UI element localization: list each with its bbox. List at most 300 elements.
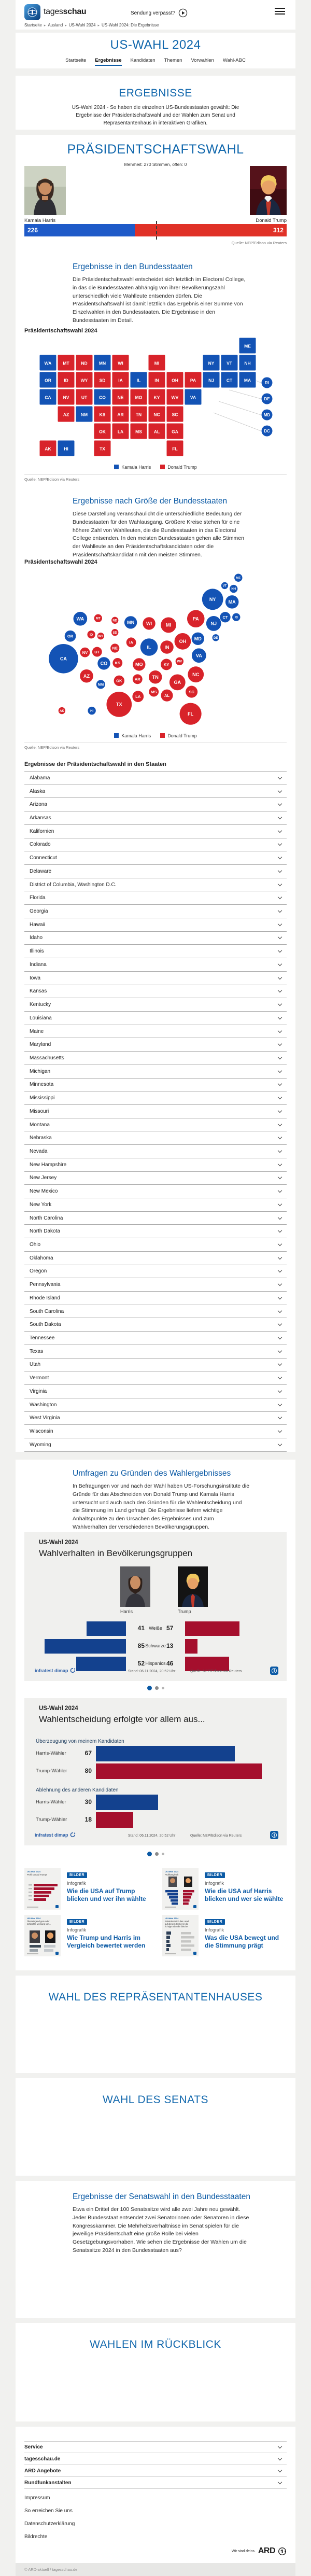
state-name: New Jersey [30, 1175, 57, 1181]
svg-text:FL: FL [172, 446, 178, 452]
teaser-title-link[interactable]: Wie die USA auf Harris blicken und wer sie wählte [205, 1887, 284, 1902]
state-accordion-oklahoma[interactable] [24, 1252, 287, 1265]
svg-text:TN: TN [135, 412, 142, 417]
teaser-card[interactable] [24, 1868, 149, 1910]
size-results-text: Diese Darstellung veranschaulicht die unterschiedliche Bedeutung der Bundesstaaten für den Wahlausgang. Größere Kreise stehen für eine höhere Zahl von Wahlleuten, die die Bundesstaaten in das Electoral College entsenden. In den meisten Bundesstaaten gehen alle Stimmen der Wahlleute an den Präsidentschaftskandidaten oder die Präsidentschaftskandidatin mit den meisten Stimmen. [73, 511, 244, 558]
state-name: Hawaii [30, 921, 46, 928]
state-name: New Hampshire [30, 1161, 67, 1168]
state-accordion-indiana[interactable] [24, 958, 287, 972]
state-accordion-north-carolina[interactable] [24, 1212, 287, 1225]
copyright-bar: © ARD-aktuell / tagesschau.de [16, 2563, 295, 2576]
state-accordion-ohio[interactable] [24, 1238, 287, 1252]
svg-text:AZ: AZ [83, 673, 90, 679]
state-accordion-wisconsin[interactable] [24, 1425, 287, 1438]
state-name: Connecticut [30, 855, 57, 861]
state-accordion-massachusetts[interactable] [24, 1052, 287, 1065]
state-accordion-colorado[interactable] [24, 838, 287, 852]
infographic-source: Quelle: NEP/Edison via Reuters [190, 1834, 242, 1838]
chevron-down-icon [278, 975, 282, 979]
tagesschau-logo-icon[interactable] [24, 4, 40, 20]
svg-text:ID: ID [90, 633, 93, 637]
carousel-dots [16, 1852, 295, 1856]
svg-text:Entwickelt sich das Land: Entwickelt sich das Land [165, 1920, 189, 1923]
svg-text:VT: VT [222, 584, 227, 588]
bubble-map-title: Präsidentschaftswahl 2024 [24, 559, 97, 565]
state-name: South Dakota [30, 1322, 61, 1328]
state-accordion-texas[interactable] [24, 1345, 287, 1359]
svg-text:NV: NV [63, 395, 69, 400]
svg-text:schlechte Meinung von...: schlechte Meinung von... [27, 1923, 51, 1925]
bilder-badge: BILDER [205, 1919, 225, 1925]
chevron-down-icon [278, 1295, 282, 1299]
state-name: Virginia [30, 1388, 47, 1394]
svg-text:MS: MS [151, 689, 157, 694]
svg-text:Überwiegend gute oder: Überwiegend gute oder [27, 1920, 50, 1923]
svg-text:OR: OR [45, 377, 51, 383]
majority-note: Mehrheit: 270 Stimmen, offen: 0 [124, 162, 187, 167]
svg-text:MI: MI [166, 622, 172, 628]
legend-trump: Donald Trump [160, 465, 197, 470]
chevron-down-icon [278, 828, 282, 832]
surveys-text: In Befragungen vor und nach der Wahl haben US-Forschungsinstitute die Gründe für das Abschneiden von Donald Trump und Kamala Harris untersucht und auch nach den Gründen für die Wahlentscheidung und die Stimmung im Land gefragt. Die Ergebnisse liefern wichtige Anhaltspunkte zu den Ursachen des Ergebnisses und zum Wahlverhalten der verschiedenen Bevölkerungsgruppen. [73, 1483, 250, 1530]
photo-trump-small [178, 1566, 208, 1607]
state-accordion-maryland[interactable] [24, 1038, 287, 1052]
state-accordion-kentucky[interactable] [24, 998, 287, 1012]
source-note: Quelle: NEP/Edison via Reuters [24, 745, 80, 750]
svg-text:WA: WA [76, 616, 84, 622]
state-name: Maine [30, 1028, 44, 1034]
trump-votes-bar: 312 [135, 224, 287, 236]
state-accordion-vermont[interactable] [24, 1371, 287, 1385]
state-accordion-nebraska[interactable] [24, 1131, 287, 1145]
footer-accordion [24, 2441, 287, 2489]
bilder-badge: BILDER [67, 1872, 87, 1878]
state-accordion-utah[interactable] [24, 1359, 287, 1372]
ard-logo[interactable]: Wir sind deins. ARD [232, 2546, 287, 2556]
teaser-title-link[interactable]: Wie die USA auf Trump blicken und wer ihn wählte [67, 1887, 146, 1902]
chevron-down-icon [278, 1042, 282, 1046]
svg-text:ND: ND [112, 619, 118, 623]
surveys-heading: Umfragen zu Gründen des Wahlergebnisses [73, 1469, 231, 1478]
svg-text:UT: UT [81, 395, 88, 400]
state-name: Utah [30, 1362, 41, 1368]
map-title: Präsidentschaftswahl 2024 [24, 328, 97, 334]
state-accordion-georgia[interactable] [24, 905, 287, 918]
state-accordion-delaware[interactable] [24, 865, 287, 878]
reason-row-Harris-Wähler [24, 1795, 287, 1810]
chevron-down-icon [278, 1415, 282, 1419]
chevron-down-icon [278, 1082, 282, 1086]
breadcrumb [24, 23, 159, 27]
value: 67 [84, 1749, 92, 1757]
chevron-down-icon [278, 2456, 282, 2460]
breadcrumb-separator-icon: ▸ [65, 24, 67, 27]
teaser-thumbnail [24, 1915, 61, 1956]
size-results-heading: Ergebnisse nach Größe der Bundesstaaten [73, 497, 228, 506]
value-bar [96, 1812, 133, 1828]
elections-review-section [16, 2323, 295, 2421]
state-accordion-iowa[interactable] [24, 972, 287, 985]
harris-column-label: Harris [120, 1609, 133, 1614]
teaser-title-link[interactable]: Wie Trump und Harris im Vergleich bewertet werden [67, 1934, 146, 1949]
footer-link-datenschutzerkl-rung[interactable]: Datenschutzerklärung [24, 2521, 75, 2527]
bilder-badge: BILDER [67, 1919, 87, 1925]
chevron-down-icon [278, 1215, 282, 1219]
svg-text:MI: MI [154, 360, 160, 366]
carousel-dot-1[interactable] [147, 1686, 152, 1690]
trump-bar [185, 1621, 239, 1636]
svg-text:DC: DC [264, 429, 270, 433]
carousel-dot-3[interactable] [162, 1853, 164, 1855]
state-accordion-florida[interactable] [24, 891, 287, 905]
harris-name: Kamala Harris [24, 218, 56, 223]
tab-vorwahlen[interactable]: Vorwahlen [191, 58, 214, 63]
svg-text:CT: CT [226, 377, 233, 383]
svg-text:GA: GA [172, 429, 178, 435]
svg-text:NH: NH [231, 587, 236, 591]
svg-text:Profil Donald Trumps: Profil Donald Trumps [27, 1873, 48, 1876]
teaser-grid [24, 1868, 287, 1956]
teaser-kicker: Infografik [205, 1881, 224, 1886]
svg-text:MS: MS [135, 429, 142, 435]
svg-text:HI: HI [90, 709, 94, 713]
svg-text:auf diesem Gebiet in die: auf diesem Gebiet in die [165, 1923, 189, 1925]
infographic-title: Wahlverhalten in Bevölkerungsgruppen [39, 1548, 193, 1558]
svg-text:ND: ND [81, 360, 88, 366]
footer-accordion-service[interactable] [24, 2441, 287, 2453]
svg-text:NH: NH [244, 360, 251, 366]
svg-text:KS: KS [115, 661, 121, 666]
presidential-election-section [16, 135, 295, 1452]
svg-text:UT: UT [94, 649, 100, 654]
footer-accordion-rundfunkanstalten[interactable] [24, 2477, 287, 2489]
breadcrumb-link[interactable]: Ausland [48, 23, 63, 27]
svg-text:NV: NV [82, 650, 88, 655]
teaser-title-link[interactable]: Was die USA bewegt und die Stimmung prägt [205, 1934, 279, 1949]
electoral-result-bar [24, 224, 287, 236]
state-name: Minnesota [30, 1082, 54, 1088]
source-note: Quelle: NEP/Edison via Reuters [24, 477, 80, 482]
tagesschau-mini-logo-icon [270, 1667, 278, 1675]
svg-text:TN: TN [152, 675, 159, 680]
svg-text:MO: MO [135, 662, 143, 667]
state-accordion-nevada[interactable] [24, 1145, 287, 1158]
state-accordion-tennessee[interactable] [24, 1332, 287, 1345]
state-accordion-virginia[interactable] [24, 1385, 287, 1398]
carousel-dot-1[interactable] [147, 1852, 152, 1856]
state-name: Nebraska [30, 1135, 52, 1141]
footer-link-impressum[interactable]: Impressum [24, 2495, 50, 2501]
carousel-dot-2[interactable] [155, 1852, 159, 1856]
play-icon[interactable] [178, 8, 188, 18]
tab-startseite[interactable]: Startseite [65, 58, 87, 63]
svg-text:OH: OH [172, 377, 178, 383]
states-results-text: Die Präsidentschaftswahl entscheidet sich letztlich im Electoral College, in das die Bundesstaaten abhängig von ihrer Bevölkerungszahl unterschiedlich viele Wahlleute entsenden dürfen. Die Präsidentschaftswahl ist damit letztlich das Ergebnis einer Summe von Einzelwahlen in den Bundesstaaten. Die Ergebnisse in den Bundesstaaten im Detail. [73, 276, 246, 324]
state-name: West Virginia [30, 1415, 60, 1421]
state-accordion-hawaii[interactable] [24, 918, 287, 932]
trump-name: Donald Trump [256, 218, 287, 223]
svg-text:IN: IN [164, 645, 169, 650]
state-accordion-arizona[interactable] [24, 798, 287, 811]
chevron-down-icon [278, 1335, 282, 1339]
chevron-down-icon [278, 935, 282, 939]
chevron-down-icon [278, 962, 282, 966]
state-accordion-new-hampshire[interactable] [24, 1158, 287, 1172]
teaser-kicker: Infografik [67, 1927, 87, 1933]
reason-row-Trump-Wähler [24, 1812, 287, 1828]
footer-accordion-label: ARD Angebote [24, 2468, 61, 2474]
svg-text:KY: KY [163, 662, 169, 667]
photo-harris-small [120, 1566, 150, 1607]
chevron-down-icon [278, 1242, 282, 1246]
chevron-down-icon [278, 988, 282, 992]
tab-kandidaten[interactable]: Kandidaten [130, 58, 156, 63]
svg-text:IL: IL [136, 377, 141, 383]
voter-group-label: Trump-Wähler [36, 1768, 67, 1774]
state-accordion-illinois[interactable] [24, 945, 287, 958]
brand-wordmark[interactable]: tagesschau [44, 7, 87, 16]
svg-text:SD: SD [99, 377, 106, 383]
state-name: Ohio [30, 1242, 41, 1248]
state-accordion-wyoming[interactable] [24, 1438, 287, 1452]
carousel-dot-3[interactable] [162, 1687, 164, 1689]
breadcrumb-link[interactable]: Startseite [24, 23, 42, 27]
tagesschau-mini-logo-icon [270, 1831, 278, 1839]
svg-text:NE: NE [117, 395, 124, 400]
state-accordion-mississippi[interactable] [24, 1091, 287, 1105]
svg-text:WI: WI [146, 621, 152, 626]
state-name: Nevada [30, 1148, 48, 1154]
harris-bar [87, 1621, 126, 1636]
footer-link-bildrechte[interactable]: Bildrechte [24, 2534, 48, 2540]
svg-text:PA: PA [192, 616, 199, 622]
state-accordion-maine[interactable] [24, 1025, 287, 1039]
svg-text:DE: DE [214, 636, 218, 640]
broadcast-missed-link[interactable]: Sendung verpasst? [131, 8, 188, 18]
svg-text:WV: WV [171, 395, 179, 400]
site-header [16, 0, 295, 30]
state-name: Vermont [30, 1375, 49, 1381]
footer-accordion-label: tagesschau.de [24, 2456, 61, 2462]
svg-text:ME: ME [236, 577, 241, 580]
footer-accordion-label: Rundfunkanstalten [24, 2480, 72, 2486]
state-accordion-south-dakota[interactable] [24, 1318, 287, 1332]
majority-threshold-line [156, 221, 157, 240]
carousel-dot-2[interactable] [155, 1686, 159, 1690]
house-heading: WAHL DES REPRÄSENTANTENHAUSES [48, 1991, 263, 2003]
state-name: Delaware [30, 868, 52, 874]
site-footer [16, 2427, 295, 2563]
bilder-badge: BILDER [205, 1872, 225, 1878]
state-name: Colorado [30, 842, 51, 848]
value-bar [96, 1746, 235, 1761]
svg-text:NM: NM [97, 682, 104, 687]
infographic-demographics [24, 1532, 287, 1681]
state-name: Alabama [30, 775, 50, 781]
state-accordion-missouri[interactable] [24, 1105, 287, 1118]
chevron-down-icon [278, 1122, 282, 1126]
teaser-kicker: Infografik [67, 1881, 87, 1886]
svg-text:NC: NC [192, 671, 200, 677]
state-name: Texas [30, 1348, 44, 1354]
menu-hamburger-icon[interactable] [275, 8, 285, 15]
svg-text:KS: KS [99, 412, 106, 417]
chevron-down-icon [278, 2480, 282, 2484]
svg-text:OK: OK [99, 429, 106, 435]
dossier-header [16, 33, 295, 68]
state-accordion-arkansas[interactable] [24, 811, 287, 825]
state-accordion-north-dakota[interactable] [24, 1225, 287, 1238]
state-accordion-rhode-island[interactable] [24, 1292, 287, 1305]
svg-text:MD: MD [194, 636, 202, 642]
chevron-down-icon [278, 1135, 282, 1139]
svg-text:MA: MA [228, 599, 236, 605]
category-label: Hispanics [145, 1661, 166, 1666]
svg-text:MD: MD [263, 413, 271, 417]
svg-text:RI: RI [234, 616, 238, 620]
tab-themen[interactable]: Themen [164, 58, 182, 63]
svg-text:VA: VA [190, 395, 196, 400]
state-accordion-west-virginia[interactable] [24, 1412, 287, 1425]
state-accordion-minnesota[interactable] [24, 1079, 287, 1092]
chevron-down-icon [278, 1442, 282, 1446]
svg-text:CO: CO [100, 661, 108, 666]
svg-text:NE: NE [112, 646, 118, 651]
svg-text:WY: WY [80, 377, 88, 383]
state-accordion-idaho[interactable] [24, 932, 287, 945]
state-accordion-connecticut[interactable] [24, 851, 287, 865]
state-accordion-michigan[interactable] [24, 1065, 287, 1079]
teaser-card[interactable] [162, 1915, 287, 1956]
state-accordion-new-mexico[interactable] [24, 1185, 287, 1198]
svg-text:AR: AR [134, 677, 140, 682]
teaser-card[interactable] [162, 1868, 287, 1910]
svg-text:LA: LA [135, 694, 141, 699]
footer-accordion-tagesschau-de[interactable] [24, 2453, 287, 2465]
chevron-down-icon [278, 881, 282, 886]
tab-wahl-abc[interactable]: Wahl-ABC [222, 58, 246, 63]
svg-text:TX: TX [116, 702, 122, 707]
chevron-down-icon [278, 1402, 282, 1406]
state-accordion-district-of-columbia-washington-d-c-[interactable] [24, 878, 287, 892]
state-accordion-pennsylvania[interactable] [24, 1278, 287, 1292]
value: 80 [84, 1767, 92, 1774]
footer-link-so-erreichen-sie-uns[interactable]: So erreichen Sie uns [24, 2508, 73, 2514]
teaser-thumbnail [24, 1868, 61, 1910]
state-accordion-kansas[interactable] [24, 985, 287, 999]
svg-text:TX: TX [100, 446, 105, 452]
svg-text:AK: AK [59, 709, 64, 713]
svg-text:NJ: NJ [210, 621, 217, 626]
chevron-down-icon [278, 1429, 282, 1433]
chevron-down-icon [278, 1389, 282, 1393]
chevron-down-icon [278, 1109, 282, 1113]
svg-text:NJ: NJ [208, 377, 214, 383]
footer-accordion-ard-angebote[interactable] [24, 2465, 287, 2477]
svg-text:CA: CA [45, 395, 51, 400]
teaser-kicker: Infografik [205, 1927, 224, 1933]
state-accordion-alabama[interactable] [24, 772, 287, 785]
chevron-down-icon [278, 1068, 282, 1072]
teaser-thumbnail [162, 1915, 199, 1956]
intro-text: US-Wahl 2024 - So haben die einzelnen US-Bundesstaaten gewählt: Die Ergebnisse der Präsidentschaftswahl und der Wahlen zum Senat und Repräsentantenhaus in interaktiven Grafiken. [72, 105, 239, 126]
state-accordion-south-carolina[interactable] [24, 1305, 287, 1319]
chevron-down-icon [278, 1015, 282, 1019]
state-accordion-new-jersey[interactable] [24, 1172, 287, 1185]
svg-text:HI: HI [64, 446, 68, 452]
state-accordion-washington[interactable] [24, 1398, 287, 1412]
svg-text:NY: NY [208, 360, 215, 366]
state-name: Georgia [30, 908, 48, 915]
svg-text:VT: VT [227, 360, 232, 366]
state-name: Michigan [30, 1068, 51, 1074]
chevron-down-icon [278, 1028, 282, 1032]
state-name: Oregon [30, 1268, 47, 1275]
photo-donald-trump [250, 166, 287, 215]
state-accordion-kalifornien[interactable] [24, 825, 287, 838]
breadcrumb-link[interactable]: US-Wahl 2024 [68, 23, 96, 27]
svg-text:WA: WA [44, 360, 52, 366]
trump-value: 57 [166, 1625, 174, 1632]
voter-group-label: Trump-Wähler [36, 1817, 67, 1823]
state-accordion-new-york[interactable] [24, 1198, 287, 1212]
voter-group-label: Harris-Wähler [36, 1751, 66, 1756]
state-name: Idaho [30, 935, 43, 941]
tab-ergebnisse[interactable]: Ergebnisse [95, 58, 121, 66]
value: 30 [84, 1798, 92, 1805]
svg-text:US-Wahl 2024: US-Wahl 2024 [27, 1917, 41, 1920]
state-name: Oklahoma [30, 1255, 53, 1261]
state-name: Tennessee [30, 1335, 55, 1341]
teaser-card[interactable] [24, 1915, 149, 1956]
senate-results-section [16, 2181, 295, 2318]
svg-text:FL: FL [188, 711, 194, 717]
chevron-down-icon [278, 1375, 282, 1379]
state-name: Louisiana [30, 1015, 52, 1021]
state-accordion-montana[interactable] [24, 1118, 287, 1132]
chevron-down-icon [278, 1228, 282, 1233]
trump-value: 13 [166, 1642, 174, 1649]
intro-section [16, 76, 295, 130]
state-accordion-alaska[interactable] [24, 785, 287, 799]
footer-links [24, 2495, 75, 2547]
state-name: Illinois [30, 948, 44, 955]
state-name: North Dakota [30, 1228, 60, 1235]
svg-text:IA: IA [118, 377, 123, 383]
demo-row-Schwarze [24, 1639, 287, 1654]
reason-group-label: Ablehnung des anderen Kandidaten [36, 1787, 119, 1793]
chevron-down-icon [278, 1268, 282, 1272]
svg-text:MT: MT [95, 617, 101, 621]
svg-text:US-Wahl 2024: US-Wahl 2024 [27, 1870, 41, 1873]
president-heading: PRÄSIDENTSCHAFTSWAHL [67, 142, 244, 157]
category-label: Schwarze [145, 1643, 166, 1648]
state-accordion-louisiana[interactable] [24, 1012, 287, 1025]
infographic-vote-reasons [24, 1698, 287, 1845]
us-states-winner-map [36, 336, 275, 463]
breadcrumb-link[interactable]: US-Wahl 2024: Die Ergebnisse [102, 23, 159, 27]
svg-text:US-Wahl 2024: US-Wahl 2024 [165, 1870, 179, 1873]
breadcrumb-separator-icon: ▸ [44, 24, 46, 27]
teaser-thumbnail [162, 1868, 199, 1910]
svg-text:richtige oder die falsche: richtige oder die falsche [165, 1925, 188, 1928]
chevron-down-icon [278, 1322, 282, 1326]
state-accordion-oregon[interactable] [24, 1265, 287, 1279]
state-name: Rhode Island [30, 1295, 60, 1301]
chevron-down-icon [278, 869, 282, 873]
chevron-down-icon [278, 2468, 282, 2472]
value-bar [96, 1763, 262, 1779]
